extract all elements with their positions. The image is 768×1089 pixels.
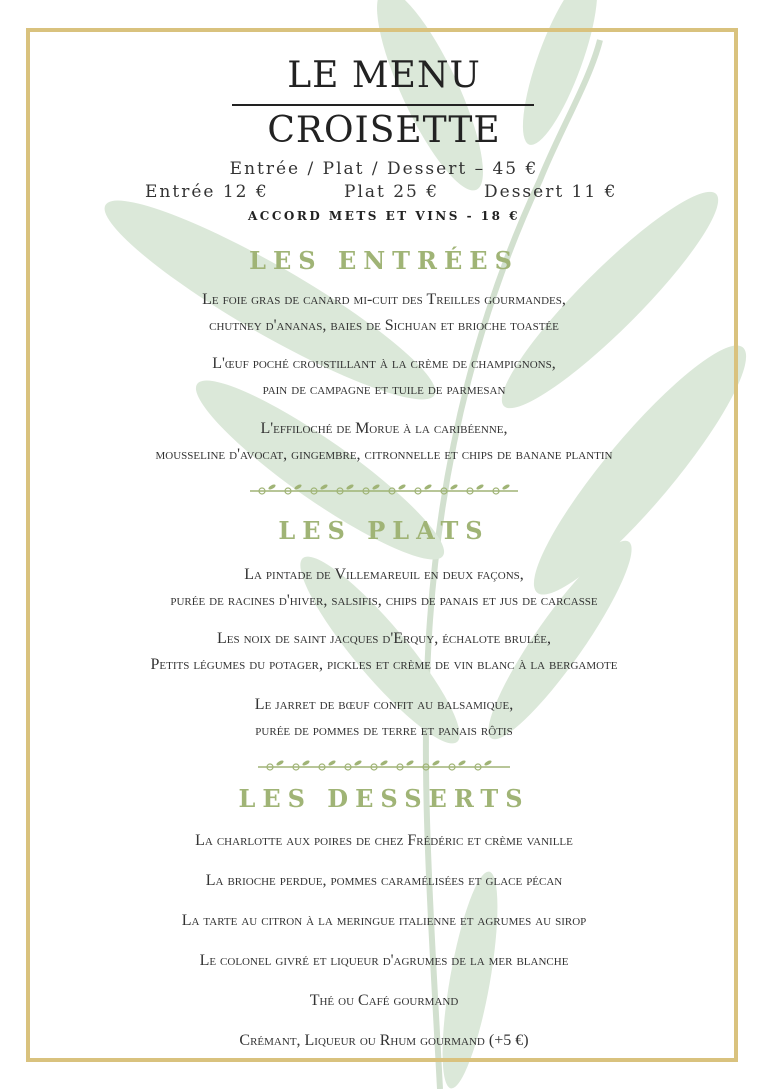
menu-item-line: La brioche perdue, pommes caramélisées et glace pécan [205,872,563,889]
menu-item-line: mousseline d'avocat, gingembre, citronnelle et chips de banane plantin [155,446,613,463]
menu-item-line: La pintade de Villemareuil en deux façons, [244,566,524,583]
wine-pairing-price: ACCORD METS ET VINS - 18 € [248,209,520,223]
vine-leaf [424,483,433,490]
menu-item-line: Les noix de saint jacques d'Erquy, échalote brulée, [216,630,552,647]
menu-item-line: purée de pommes de terre et panais rôtis [255,722,513,739]
section-heading-desserts: LES DESSERTS [238,784,530,813]
menu-item-line: La tarte au citron à la meringue italienne et agrumes au sirop [181,912,587,929]
vine-leaf [406,759,415,766]
menu-item-line: Le jarret de bœuf confit au balsamique, [254,696,514,713]
dessert-price: Dessert 11 € [484,182,618,202]
leaf-vine-divider-icon [256,758,512,776]
title-divider [232,104,534,106]
vine-leaf [320,483,329,490]
vine-leaf [398,483,407,490]
vine-leaf [476,483,485,490]
vine-leaf [380,759,389,766]
vine-leaf [328,759,337,766]
vine-leaf [372,483,381,490]
vine-leaf [458,759,467,766]
menu-title: LE MENU [287,55,481,96]
section-heading-entrees: LES ENTRÉES [249,246,519,275]
vine-leaf [432,759,441,766]
vine-leaf [302,759,311,766]
menu-item-line: Petits légumes du potager, pickles et crème de vin blanc à la bergamote [150,656,618,673]
formula-price: Entrée / Plat / Dessert – 45 € [229,159,539,179]
vine-leaf [294,483,303,490]
menu-item-line: Crémant, Liqueur ou Rhum gourmand (+5 €) [239,1032,529,1049]
vine-leaf [276,759,285,766]
menu-item-line: La charlotte aux poires de chez Frédéric et crème vanille [195,832,573,849]
vine-leaf [450,483,459,490]
vine-leaf [346,483,355,490]
menu-item-line: pain de campagne et tuile de parmesan [262,381,506,398]
menu-item-line: L'effiloché de Morue à la caribéenne, [260,420,508,437]
vine-leaf [502,483,511,490]
section-heading-plats: LES PLATS [278,516,490,545]
vine-leaf [268,483,277,490]
vine-leaf [354,759,363,766]
vine-leaf [484,759,493,766]
plat-price: Plat 25 € [344,182,440,202]
leaf-vine-divider-icon [248,482,520,500]
menu-item-line: L'œuf poché croustillant à la crème de champignons, [212,355,556,372]
menu-item-line: chutney d'ananas, baies de Sichuan et brioche toastée [209,317,559,334]
menu-subtitle: CROISETTE [267,110,501,151]
entree-price: Entrée 12 € [145,182,269,202]
menu-item-line: purée de racines d'hiver, salsifis, chips de panais et jus de carcasse [170,592,598,609]
menu-item-line: Le colonel givré et liqueur d'agrumes de la mer blanche [199,952,569,969]
menu-item-line: Le foie gras de canard mi-cuit des Treilles gourmandes, [202,291,566,308]
menu-item-line: Thé ou Café gourmand [309,992,459,1009]
